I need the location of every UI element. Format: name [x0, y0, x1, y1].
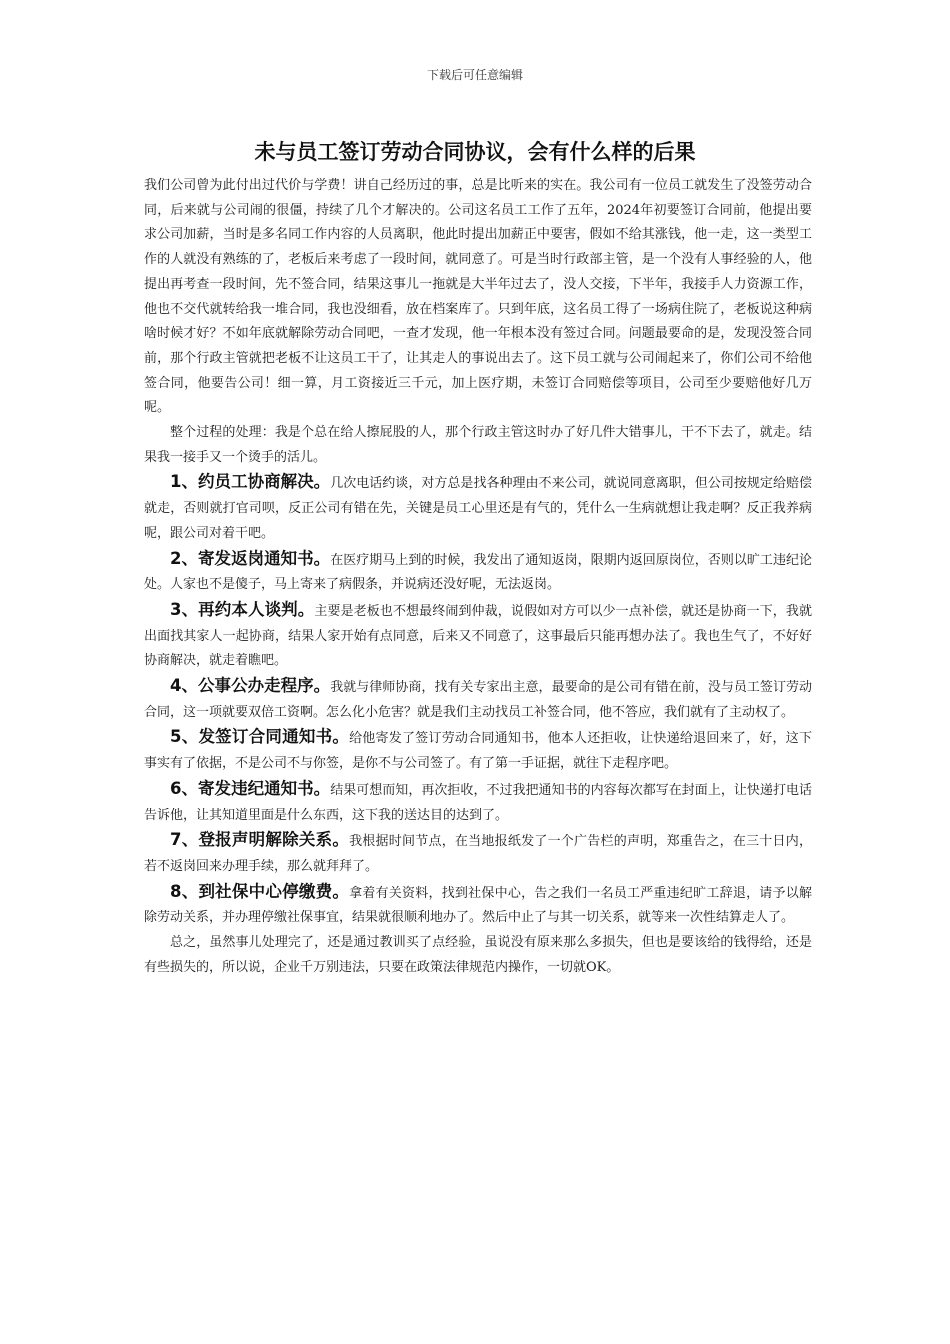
step-body: 拿着有关资料，找到社保中心，告之我们一名员工严重违纪旷工辞退，请予以解除劳动关系，并办理停缴社保事宜，结果就很顺利地办了。然后中止了与其一切关系，就等来一次性结算走人了。: [144, 885, 812, 926]
article-body: [144, 174, 812, 981]
step-heading: 5、发签订合同通知书。: [170, 727, 350, 747]
page-title: 未与员工签订劳动合同协议，会有什么样的后果: [254, 140, 696, 164]
step-heading: 2、寄发返岗通知书。: [170, 548, 331, 568]
step-heading: 6、寄发违纪通知书。: [170, 778, 331, 798]
step-body: 我根据时间节点，在当地报纸发了一个广告栏的声明，郑重告之，在三十日内，若不返岗回来办理手续，那么就拜拜了。: [144, 834, 812, 874]
header-note: 下载后可任意编辑: [426, 68, 523, 82]
step-body: 主要是老板也不想最终闹到仲裁，说假如对方可以少一点补偿，就还是协商一下，我就出面找其家人一起协商，结果人家开始有点同意，后来又不同意了，这事最后只能再想办法了。我也生气了，不好好协商解决，就走着瞧吧。: [144, 603, 812, 669]
step-body: 在医疗期马上到的时候，我发出了通知返岗，限期内返回原岗位，否则以旷工违纪论处。人家也不是傻子，马上寄来了病假条，并说病还没好呢，无法返岗。: [144, 552, 812, 593]
step-2: [144, 547, 812, 598]
step-heading: 1、约员工协商解决。: [170, 472, 331, 492]
step-body: 结果可想而知，再次拒收，不过我把通知书的内容每次都写在封面上，让快递打电话告诉他，让其知道里面是什么东西，这下我的送达目的达到了。: [144, 782, 812, 823]
conclusion-paragraph: 总之，虽然事儿处理完了，还是通过教训买了点经验，虽说没有原来那么多损失，但也是要该给的钱得给，还是有些损失的，所以说，企业千万别违法，只要在政策法律规范内操作，一切就OK。: [144, 935, 812, 975]
step-body: 我就与律师协商，找有关专家出主意，最要命的是公司有错在前，没与员工签订劳动合同，这一项就要双倍工资啊。怎么化小危害？就是我们主动找员工补签合同，他不答应，我们就有了主动权了。: [144, 680, 812, 720]
step-6: [144, 777, 812, 828]
step-8: [144, 880, 812, 931]
step-5: [144, 725, 812, 776]
step-3: [144, 598, 812, 674]
step-1: [144, 470, 812, 546]
step-body: 几次电话约谈，对方总是找各种理由不来公司，就说同意离职，但公司按规定给赔偿就走，否则就打官司呗，反正公司有错在先，关键是员工心里还是有气的，凭什么一生病就想让我走啊？反正我养病呢，跟公司对着干吧。: [144, 476, 812, 541]
step-7: [144, 828, 812, 879]
step-heading: 8、到社保中心停缴费。: [170, 881, 350, 901]
step-4: [144, 674, 812, 725]
step-body: 给他寄发了签订劳动合同通知书，他本人还拒收，让快递给退回来了，好，这下事实有了依据，不是公司不与你签，是你不与公司签了。有了第一手证据，就往下走程序吧。: [144, 731, 812, 772]
step-heading: 4、公事公办走程序。: [170, 676, 331, 696]
intro-paragraph: 我们公司曾为此付出过代价与学费！讲自己经历过的事，总是比听来的实在。我公司有一位员工就发生了没签劳动合同，后来就与公司闹的很僵，持续了几个才解决的。公司这名员工工作了五年，2024年初要签订合同前，他提出要求公司加薪，当时是多名同工作内容的人员离职，他此时提出加薪正中要害，假如不给其涨钱，他一走，这一类型工作的人就没有熟练的了，老板后来考虑了一段时间，就同意了。可是当时行政部主管，是一个没有人事经验的人，他提出再考查一段时间，先不签合同，结果这事儿一拖就是大半年过去了，没人交接，下半年，我接手人力资源工作，他也不交代就转给我一堆合同，我也没细看，放在档案库了。只到年底，这名员工得了一场病住院了，老板说这种病啥时候才好？不如年底就解除劳动合同吧，一查才发现，他一年根本没有签过合同。问题最要命的是，发现没签合同前，那个行政主管就把老板不让这员工干了，让其走人的事说出去了。这下员工就与公司闹起来了，你们公司不给他签合同，他要告公司！细一算，月工资接近三千元，加上医疗期，未签订合同赔偿等项目，公司至少要赔他好几万呢。: [144, 178, 812, 416]
step-heading: 3、再约本人谈判。: [170, 599, 315, 619]
process-paragraph: 整个过程的处理：我是个总在给人擦屁股的人，那个行政主管这时办了好几件大错事儿，干不下去了，就走。结果我一接手又一个烫手的活儿。: [144, 425, 812, 465]
step-heading: 7、登报声明解除关系。: [170, 830, 350, 850]
